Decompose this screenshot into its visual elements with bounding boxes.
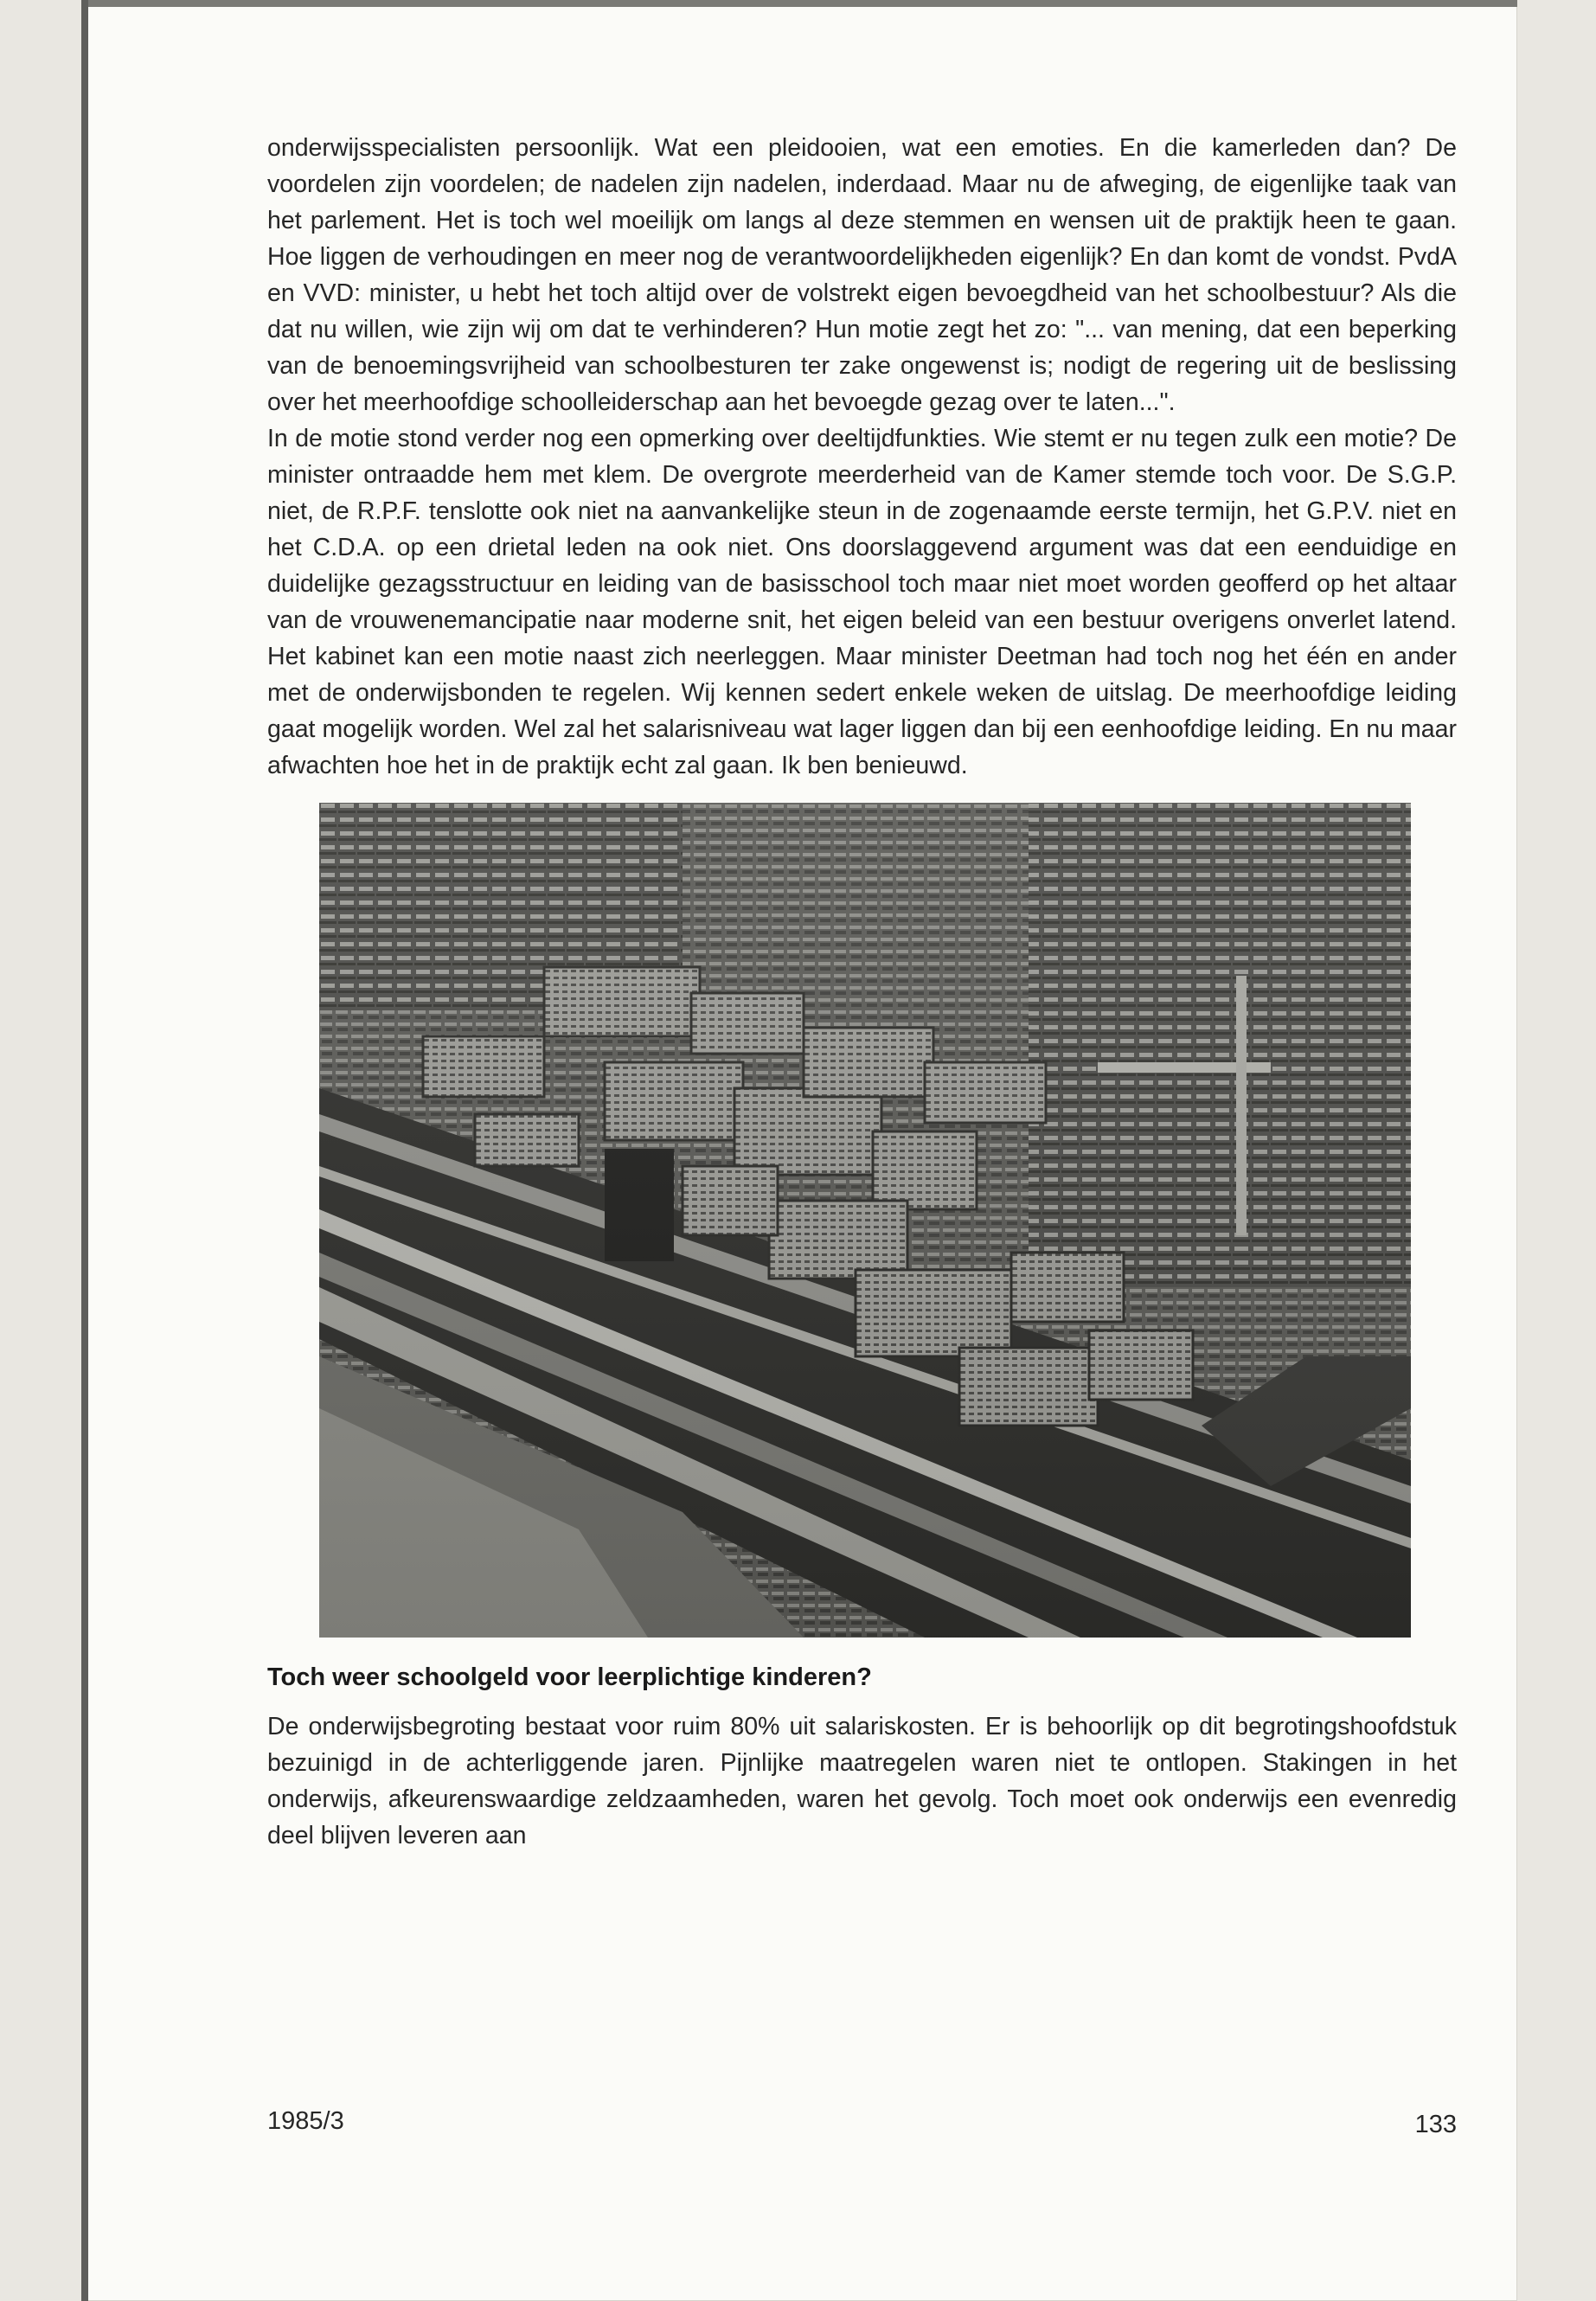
page-number: 133	[1414, 2111, 1457, 2138]
aerial-photo-illustration	[319, 803, 1411, 1638]
paragraph-2: In de motie stond verder nog een opmerking over deeltijdfunkties. Wie stemt er nu tegen zulk een motie? De minister ontraadde hem met klem. De overgrote meerderheid van de Kamer stemde toch voor. De S.G.P. niet, de R.P.F. tenslotte ook niet na aanvankelijke steun in de zogenaamde eerste termijn, het G.P.V. niet en het C.D.A. op een drietal leden na ook niet. Ons doorslaggevend argument was dat een eenduidige en duidelijke gezagsstructuur en leiding van de basisschool toch maar niet moet worden geofferd op het altaar van de vrouwenemancipatie naar moderne snit, het eigen beleid van een bestuur overigens onverlet latend. Het kabinet kan een motie naast zich neerleggen. Maar minister Deetman had toch nog het één en ander met de onderwijsbonden te regelen. Wij kennen sedert enkele weken de uitslag. De meerhoofdige leiding gaat mogelijk worden. Wel zal het salarisniveau wat lager liggen dan bij een eenhoofdige leiding. En nu maar afwachten hoe het in de praktijk echt zal gaan. Ik ben benieuwd.	[267, 425, 1457, 779]
paragraph-3: De onderwijsbegroting bestaat voor ruim 80% uit salariskosten. Er is behoorlijk op dit begrotingshoofdstuk bezuinigd in de achterliggende jaren. Pijnlijke maatregelen waren niet te ontlopen. Stakingen in het onderwijs, afkeurenswaardige zeldzaamheden, waren het gevolg. Toch moet ook onderwijs een evenredig deel blijven leveren aan	[267, 1713, 1457, 1849]
page-sheet	[81, 0, 1517, 2301]
issue-number: 1985/3	[267, 2107, 344, 2135]
aerial-photo	[319, 803, 1411, 1638]
section-heading: Toch weer schoolgeld voor leerplichtige kinderen?	[267, 1663, 872, 1691]
paragraph-1: onderwijsspecialisten persoonlijk. Wat een pleidooien, wat een emoties. En die kamerleden dan? De voordelen zijn voordelen; de nadelen zijn nadelen, inderdaad. Maar nu de afweging, de eigenlijke taak van het parlement. Het is toch wel moeilijk om langs al deze stemmen en wensen uit de praktijk heen te gaan. Hoe liggen de verhoudingen en meer nog de verantwoordelijkheden eigenlijk? En dan komt de vondst. PvdA en VVD: minister, u hebt het toch altijd over de volstrekt eigen bevoegdheid van het schoolbestuur? Als die dat nu willen, wie zijn wij om dat te verhinderen? Hun motie zegt het zo: "... van mening, dat een beperking van de benoemingsvrijheid van schoolbesturen ter zake ongewenst is; nodigt de regering uit de beslissing over het meerhoofdige schoolleiderschap aan het bevoegde gezag over te laten...".	[267, 134, 1457, 416]
scan-left-edge	[81, 0, 88, 2301]
scan-top-edge	[81, 0, 1517, 7]
article-body	[267, 130, 1457, 1854]
